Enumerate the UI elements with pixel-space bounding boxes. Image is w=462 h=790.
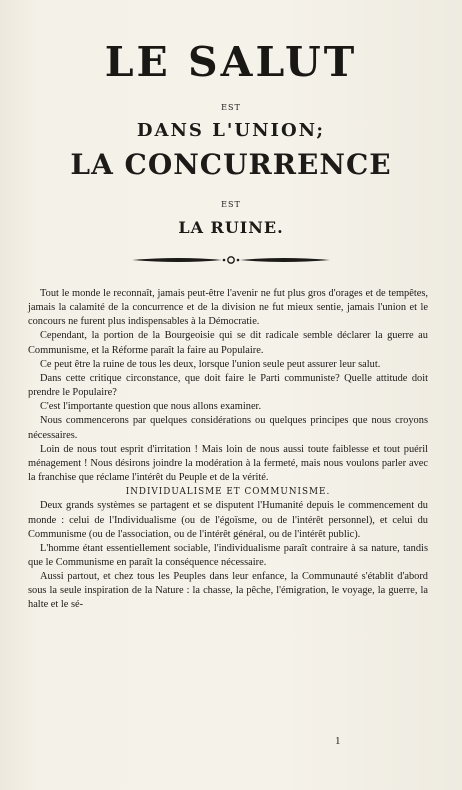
paragraph: Loin de nous tout esprit d'irritation ! Mais loin de nous aussi toute faiblesse et tout puéril ménagement ! Nous désirons joindre la modération à la fermeté, mais nous voulons parler avec la franchise que réclame l'intérêt du Peuple et de la vérité. [28,443,428,484]
section-heading: INDIVIDUALISME ET COMMUNISME. [125,487,331,498]
est-label-1: EST [221,103,241,112]
paragraph: Ce peut être la ruine de tous les deux, lorsque l'union seule peut assurer leur salut. [40,358,381,370]
page-number: 1 [335,735,341,747]
paragraph: Tout le monde le reconnaît, jamais peut-être l'avenir ne fut plus gros d'orages et de tempêtes, jamais la calamité de la concurrence et de la division ne fut mieux sentie, jamais l'union et le concours ne furent plus indispensables à la Démocratie. [28,288,428,328]
title-la-concurrence: LA CONCURRENCE [70,148,392,181]
title-le-salut: LE SALUT [104,38,358,86]
est-label-2: EST [221,200,241,209]
paragraph: Nous commencerons par quelques considérations ou quelques principes que nous croyons nécessaires. [28,415,428,441]
title-dans-l-union: DANS L'UNION; [136,120,326,141]
paragraph: L'homme étant essentiellement sociable, l'individualisme paraît contraire à sa nature, tandis que le Communisme en paraît la conséquence nécessaire. [28,542,428,568]
paragraph: Dans cette critique circonstance, que doit faire le Parti communiste? Quelle attitude doit prendre le Populaire? [28,372,428,399]
paragraph: C'est l'importante question que nous allons examiner. [40,401,262,413]
paragraph: Cependant, la portion de la Bourgeoisie qui se dit radicale semble déclarer la guerre au Communisme, et la Réforme paraît la faire au Populaire. [28,330,428,356]
title-la-ruine: LA RUINE. [178,218,284,237]
paragraph: Deux grands systèmes se partagent et se disputent l'Humanité depuis le commencement du monde : celui de l'Individualisme (ou de l'égoïsme, ou de l'intérêt personnel), et celui du Communisme (ou de l'association, ou de l'intérêt général, ou de l'intérêt public). [28,500,428,540]
ornament-divider-icon [130,254,332,266]
paragraph: Aussi partout, et chez tous les Peuples dans leur enfance, la Communauté s'établit d'abord sous la seule inspiration de la Nature : la chasse, la pêche, l'émigration, le voyage, la guerre, la halte et le sé- [28,571,428,611]
body-text [28,287,428,613]
